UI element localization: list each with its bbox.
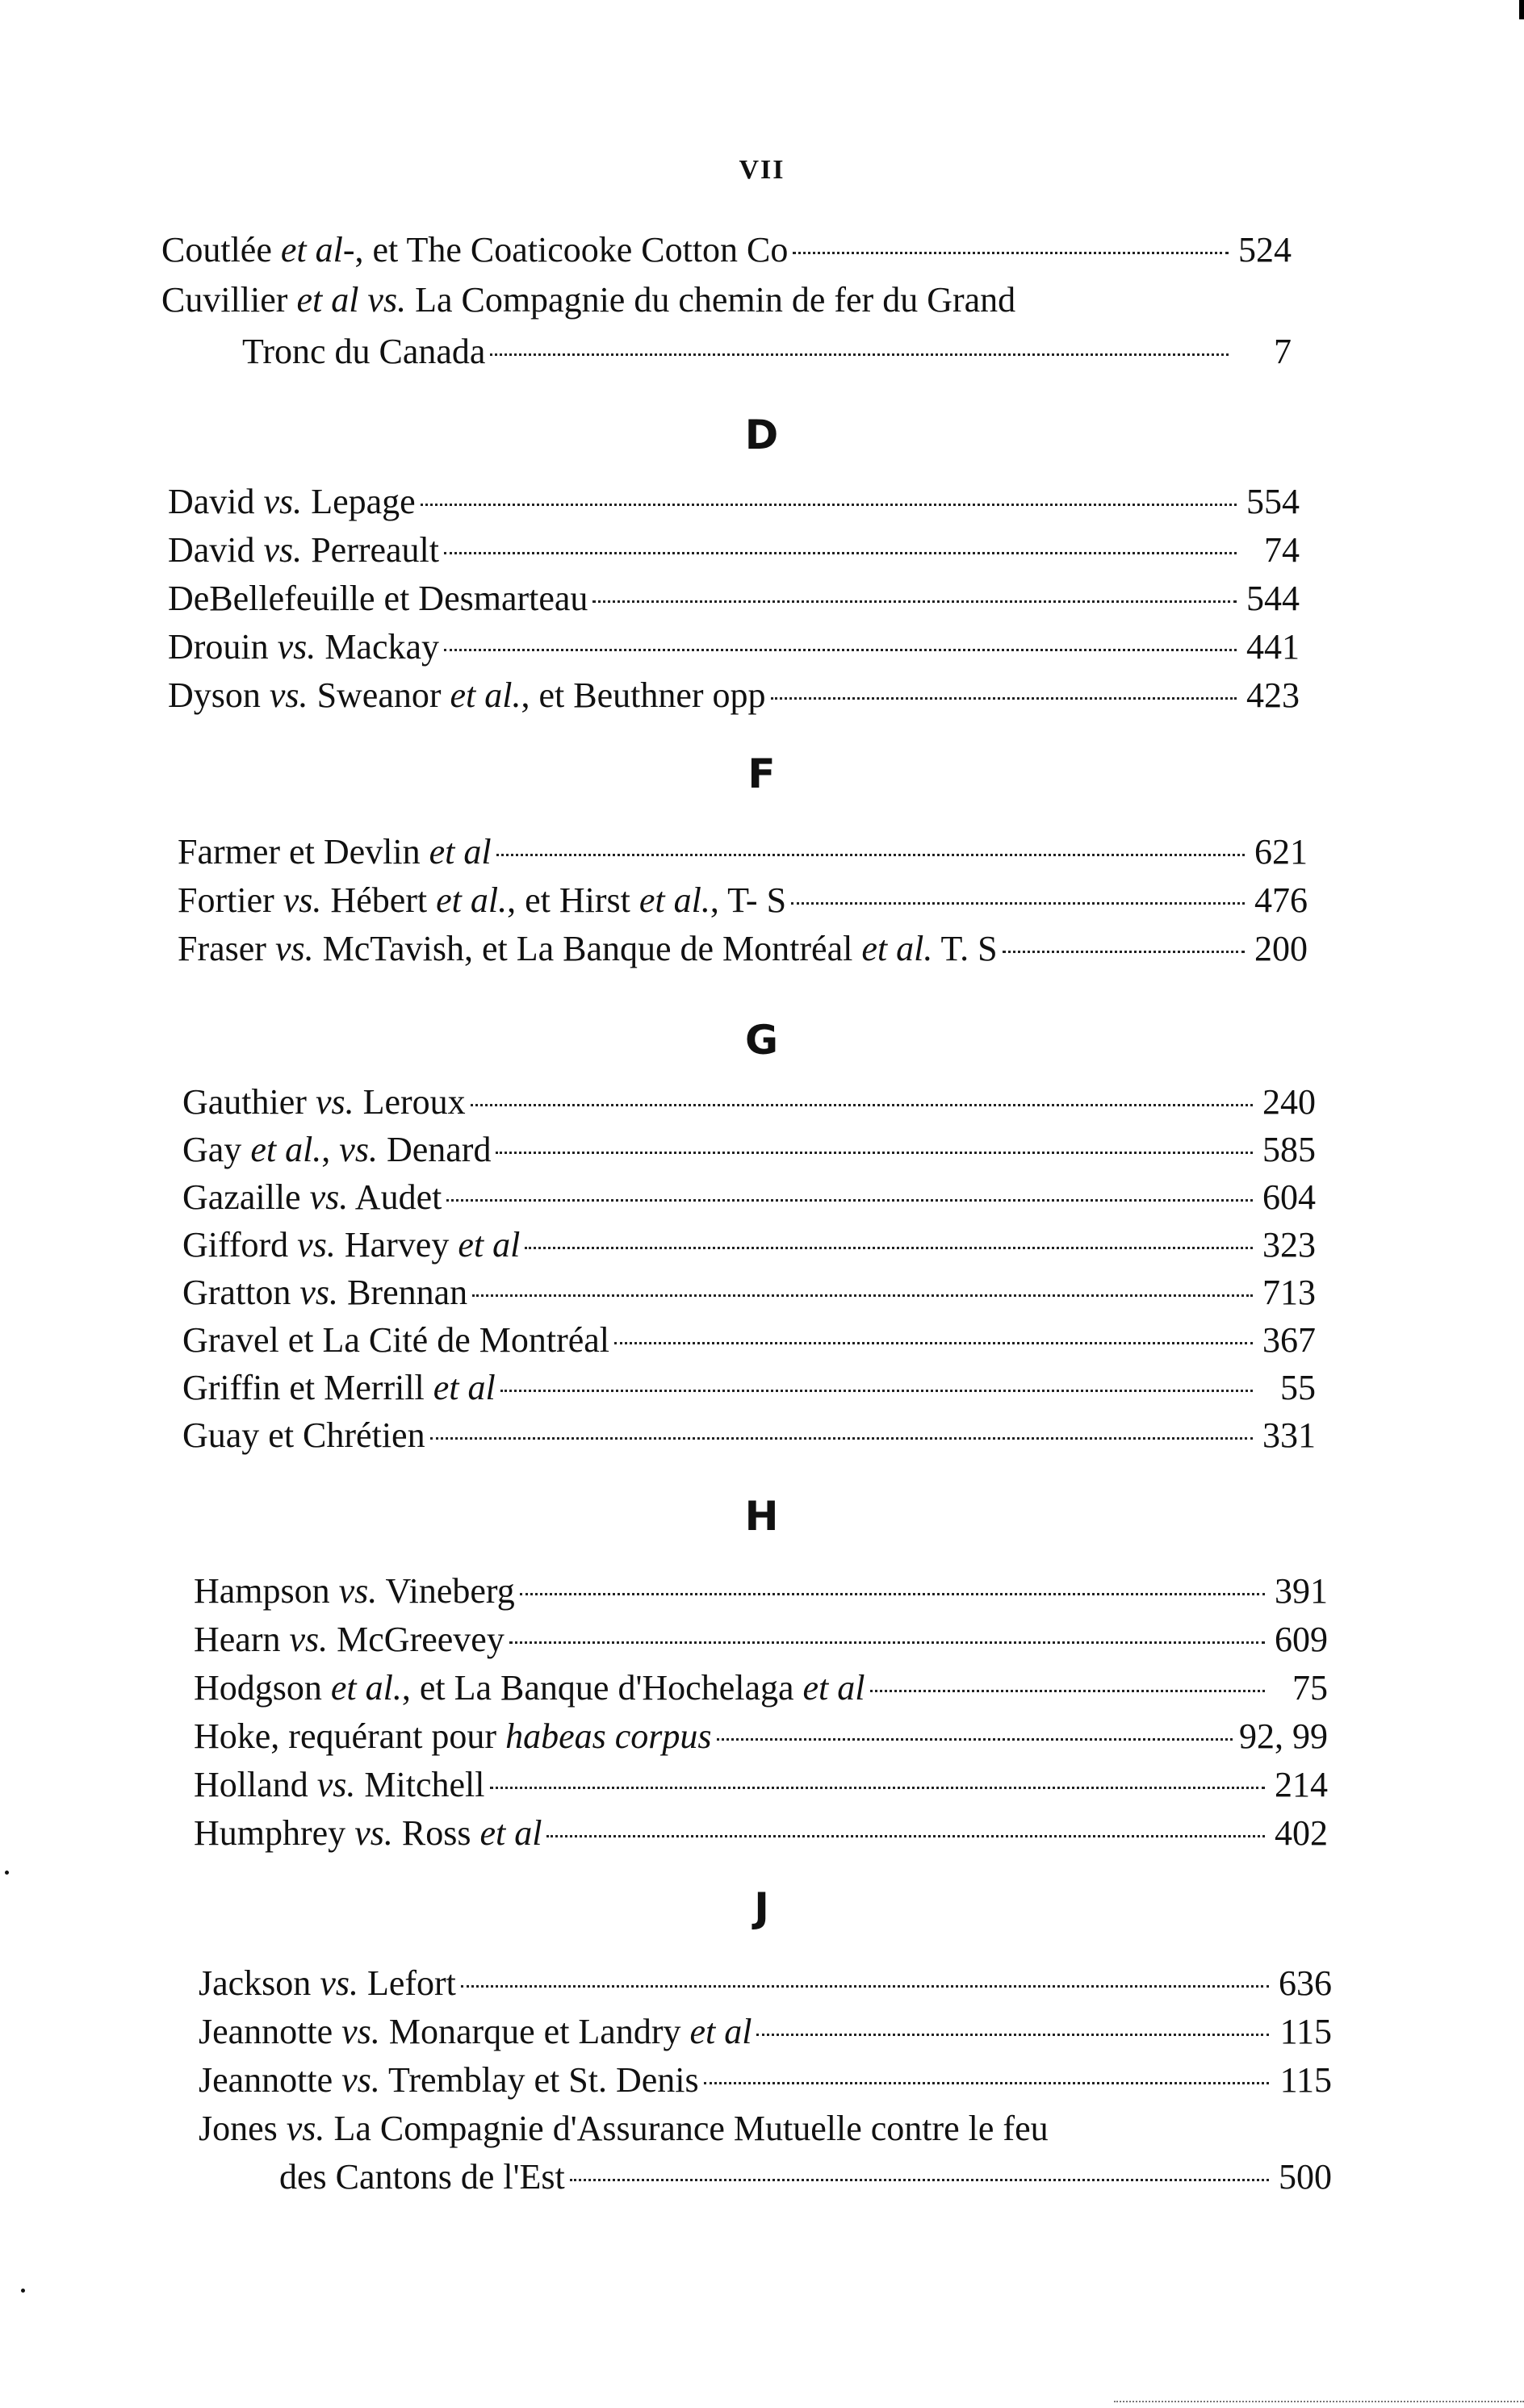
entry-title: Farmer et Devlin et al	[178, 832, 492, 872]
dot-leader	[496, 854, 1245, 856]
entry-title: Fortier vs. Hébert et al., et Hirst et al., T- S	[178, 880, 787, 920]
dot-leader	[496, 1152, 1253, 1154]
dot-leader	[520, 1593, 1265, 1595]
index-entry	[182, 1129, 1316, 1177]
entry-title: Tronc du Canada	[242, 332, 486, 371]
index-entry	[178, 831, 1308, 880]
entry-page-number: 544	[1246, 579, 1300, 618]
entry-title: Hoke, requérant pour habeas corpus	[194, 1716, 712, 1756]
index-entry	[178, 880, 1308, 928]
scan-speck	[5, 1871, 9, 1875]
entry-title: Gauthier vs. Leroux	[182, 1082, 466, 1122]
dot-leader	[446, 1199, 1253, 1202]
section-letter-heading: H	[744, 1493, 780, 1540]
entry-page-number: 7	[1274, 332, 1292, 371]
index-entry	[199, 1963, 1332, 2011]
entry-title: Drouin vs. Mackay	[168, 627, 440, 667]
scan-bottom-edge	[1114, 2401, 1524, 2406]
scan-speck	[21, 2289, 25, 2293]
entry-page-number: 609	[1275, 1620, 1328, 1659]
dot-leader	[1003, 951, 1245, 953]
entry-title: DeBellefeuille et Desmarteau	[168, 579, 588, 618]
entry-page-number: 75	[1292, 1668, 1328, 1708]
dot-leader	[472, 1294, 1253, 1297]
dot-leader	[444, 552, 1237, 554]
dot-leader	[509, 1641, 1265, 1644]
entry-page-number: 621	[1254, 832, 1308, 872]
entry-page-number: 441	[1246, 627, 1300, 667]
entry-title: Gravel et La Cité de Montréal	[182, 1320, 610, 1360]
dot-leader	[756, 2034, 1269, 2036]
section-letter-heading: J	[754, 1884, 770, 1931]
entry-page-number: 323	[1262, 1225, 1316, 1265]
index-entry	[199, 2011, 1332, 2059]
dot-leader	[490, 353, 1229, 356]
entry-page-number: 200	[1254, 929, 1308, 968]
entry-title: Dyson vs. Sweanor et al., et Beuthner opp	[168, 675, 766, 715]
entry-title: Holland vs. Mitchell	[194, 1765, 485, 1804]
entry-title: Hampson vs. Vineberg	[194, 1571, 515, 1611]
entry-title: Cuvillier et al vs. La Compagnie du chemin de fer du Grand	[161, 280, 1016, 320]
index-entry	[168, 578, 1300, 626]
entry-page-number: 214	[1275, 1765, 1328, 1804]
section-letter-heading: F	[747, 750, 777, 797]
dot-leader	[592, 600, 1237, 603]
dot-leader	[546, 1835, 1265, 1837]
index-entry	[194, 1764, 1328, 1812]
index-entry	[182, 1319, 1316, 1368]
dot-leader	[421, 504, 1237, 506]
entry-title: Griffin et Merrill et al	[182, 1368, 496, 1407]
dot-leader	[490, 1787, 1265, 1789]
entry-title: des Cantons de l'Est	[279, 2157, 565, 2197]
dot-leader	[500, 1390, 1253, 1392]
entry-page-number: 524	[1238, 230, 1292, 270]
dot-leader	[793, 252, 1229, 254]
index-entry	[182, 1224, 1316, 1273]
entry-title: Jeannotte vs. Tremblay et St. Denis	[199, 2060, 699, 2100]
index-entry	[194, 1812, 1328, 1861]
dot-leader	[525, 1247, 1253, 1249]
section-letter-heading: D	[744, 412, 780, 458]
entry-title: David vs. Perreault	[168, 530, 439, 570]
entry-title: Jones vs. La Compagnie d'Assurance Mutuelle contre le feu	[199, 2109, 1049, 2148]
entry-page-number: 554	[1246, 482, 1300, 521]
dot-leader	[870, 1690, 1266, 1692]
index-entry	[161, 229, 1292, 278]
index-entry	[194, 1716, 1328, 1764]
entry-page-number: 55	[1280, 1368, 1316, 1407]
index-entry	[168, 626, 1300, 675]
index-entry	[182, 1415, 1316, 1463]
dot-leader	[461, 1985, 1269, 1988]
dot-leader	[614, 1342, 1253, 1344]
entry-title: Jeannotte vs. Monarque et Landry et al	[199, 2012, 752, 2051]
entry-title: Guay et Chrétien	[182, 1415, 425, 1455]
entry-page-number: 500	[1279, 2157, 1332, 2197]
entry-title: Fraser vs. McTavish, et La Banque de Montréal et al. T. S	[178, 929, 998, 968]
index-entry	[279, 2156, 1332, 2205]
index-entry	[194, 1667, 1328, 1716]
index-entry	[182, 1081, 1316, 1130]
entry-title: Gay et al., vs. Denard	[182, 1130, 492, 1169]
entry-page-number: 115	[1279, 2060, 1332, 2100]
entry-page-number: 115	[1279, 2012, 1332, 2051]
entry-page-number: 92, 99	[1239, 1716, 1328, 1756]
entry-page-number: 240	[1262, 1082, 1316, 1122]
index-entry	[194, 1619, 1328, 1667]
entry-page-number: 713	[1262, 1273, 1316, 1312]
entry-page-number: 391	[1275, 1571, 1328, 1611]
index-entry	[199, 2059, 1332, 2108]
entry-title: David vs. Lepage	[168, 482, 416, 521]
index-entry	[178, 928, 1308, 976]
entry-title: Hearn vs. McGreevey	[194, 1620, 505, 1659]
dot-leader	[771, 697, 1237, 700]
index-entry	[182, 1177, 1316, 1225]
dot-leader	[704, 2082, 1269, 2084]
page-number: VII	[739, 155, 785, 185]
dot-leader	[430, 1437, 1253, 1440]
index-entry	[161, 279, 1292, 328]
entry-title: Gratton vs. Brennan	[182, 1273, 468, 1312]
entry-page-number: 74	[1264, 530, 1300, 570]
scan-edge-mark	[1519, 0, 1524, 19]
entry-title: Humphrey vs. Ross et al	[194, 1813, 542, 1853]
entry-page-number: 476	[1254, 880, 1308, 920]
index-entry	[168, 675, 1300, 723]
entry-title: Gazaille vs. Audet	[182, 1177, 442, 1217]
index-entry	[168, 529, 1300, 578]
entry-page-number: 367	[1262, 1320, 1316, 1360]
entry-title: Gifford vs. Harvey et al	[182, 1225, 521, 1265]
entry-title: Jackson vs. Lefort	[199, 1963, 456, 2003]
entry-page-number: 585	[1262, 1130, 1316, 1169]
entry-title: Coutlée et al-, et The Coaticooke Cotton Co	[161, 230, 789, 270]
dot-leader	[570, 2179, 1269, 2181]
index-entry	[168, 481, 1300, 529]
dot-leader	[444, 649, 1237, 651]
entry-page-number: 636	[1279, 1963, 1332, 2003]
index-entry	[182, 1272, 1316, 1320]
dot-leader	[717, 1738, 1233, 1741]
index-entry	[182, 1367, 1316, 1415]
entry-page-number: 402	[1275, 1813, 1328, 1853]
entry-title: Hodgson et al., et La Banque d'Hochelaga et al	[194, 1668, 865, 1708]
index-entry	[194, 1570, 1328, 1619]
index-entry	[199, 2108, 1332, 2156]
dot-leader	[471, 1104, 1253, 1106]
index-entry	[242, 331, 1292, 379]
dot-leader	[791, 902, 1245, 905]
entry-page-number: 331	[1262, 1415, 1316, 1455]
entry-page-number: 423	[1246, 675, 1300, 715]
section-letter-heading: G	[744, 1017, 780, 1064]
entry-page-number: 604	[1262, 1177, 1316, 1217]
